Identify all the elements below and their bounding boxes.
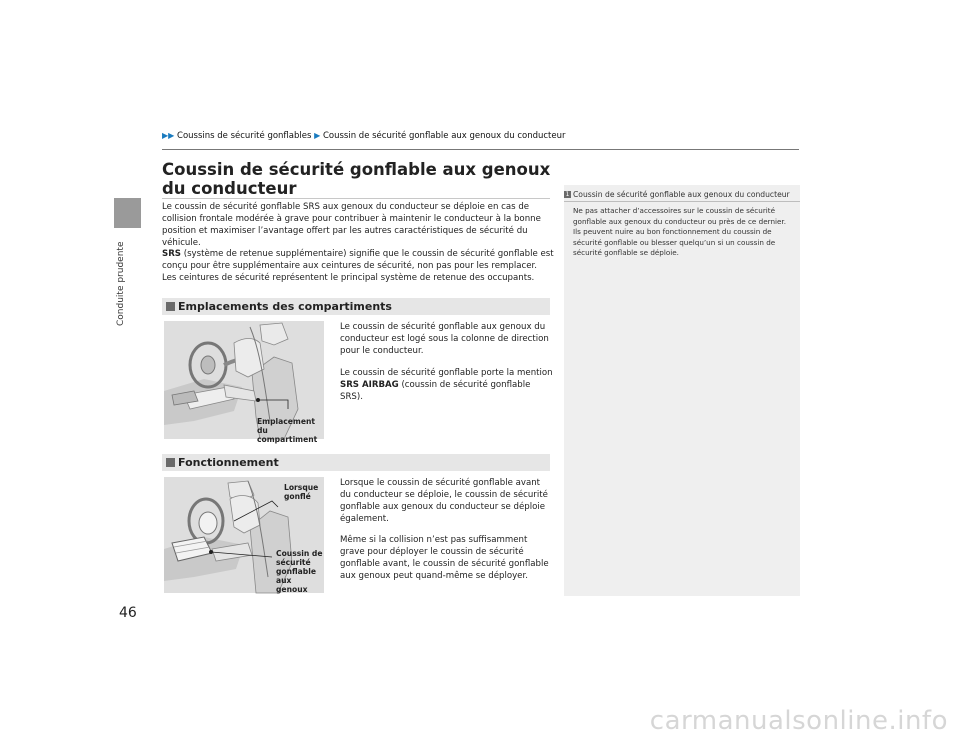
- section1-paragraph-2-pre: Le coussin de sécurité gonflable porte la mention: [340, 368, 553, 378]
- section-heading-text: Emplacements des compartiments: [178, 300, 392, 313]
- section-heading-text: Fonctionnement: [178, 456, 279, 469]
- srs-term: SRS: [162, 249, 181, 259]
- srs-airbag-term: SRS AIRBAG: [340, 380, 399, 390]
- figure-label-compartment: Emplacement du compartiment: [257, 417, 318, 444]
- section2-paragraph-2: Même si la collision n’est pas suffisamment grave pour déployer le coussin de sécurité gonflable avant, le coussin de sécurité gonflable aux genoux peut quand-même se déployer.: [340, 535, 549, 581]
- srs-text: (système de retenue supplémentaire) signifie que le coussin de sécurité gonflable est conçu pour être supplémentaire aux ceintures de sécurité, non pas pour les remplacer. Les ceintures de sécurité représentent le principal système de retenue des occupants.: [162, 249, 554, 283]
- intro-paragraph: Le coussin de sécurité gonflable SRS aux genoux du conducteur se déploie en cas de collision frontale modérée à grave pour contribuer à maintenir le conducteur à la bonne position et maximiser l’avantage offert par les autres caractéristiques de sécurité du véhicule.: [162, 202, 541, 248]
- section-square-icon: [166, 302, 175, 311]
- section1-paragraph-1: Le coussin de sécurité gonflable aux genoux du conducteur est logé sous la colonne de direction pour le conducteur.: [340, 322, 549, 356]
- figure-label-knee-airbag: Coussin de sécurité gonflable aux genoux: [276, 549, 323, 594]
- srs-paragraph: [162, 248, 554, 284]
- page-title: Coussin de sécurité gonflable aux genoux du conducteur: [162, 160, 551, 198]
- breadcrumb-arrow-icon: ▶▶: [162, 131, 175, 140]
- note-body: Ne pas attacher d’accessoires sur le coussin de sécurité gonflable aux genoux du conducteur ou près de ce dernier. Ils peuvent nuire au bon fonctionnement du coussin de sécurité gonflable ou blesser quelqu’un si un coussin de sécurité gonflable se déploie.: [573, 206, 786, 257]
- title-divider: [162, 198, 550, 199]
- section1-paragraph-2-post: (coussin de sécurité gonflable SRS).: [340, 380, 531, 402]
- header-divider: [162, 149, 799, 150]
- section1-paragraph-2: [340, 367, 554, 403]
- figure-deployment: [164, 477, 324, 593]
- breadcrumb-level2[interactable]: Coussin de sécurité gonflable aux genoux du conducteur: [322, 131, 566, 141]
- page-number: 46: [119, 605, 137, 621]
- breadcrumb-level1[interactable]: Coussins de sécurité gonflables: [177, 131, 312, 141]
- side-tab-marker: [114, 198, 141, 228]
- watermark: carmanualsonline.info: [649, 706, 948, 736]
- section2-paragraph-1: Lorsque le coussin de sécurité gonflable avant du conducteur se déploie, le coussin de sécurité gonflable aux genoux du conducteur se déploie également.: [340, 478, 548, 524]
- figure-compartment-location: [164, 321, 324, 444]
- note-title: Coussin de sécurité gonflable aux genoux du conducteur: [573, 190, 790, 199]
- note-divider: [564, 201, 800, 202]
- section-heading-operation: [162, 454, 550, 471]
- section-heading-compartments: [162, 298, 550, 315]
- breadcrumb: [162, 131, 566, 141]
- note-number-icon: 1: [565, 191, 570, 198]
- figure-label-inflated: Lorsque gonflé: [284, 483, 319, 501]
- section-square-icon: [166, 458, 175, 467]
- side-tab-label: Conduite prudente: [116, 241, 126, 326]
- breadcrumb-arrow-icon: ▶: [314, 131, 321, 140]
